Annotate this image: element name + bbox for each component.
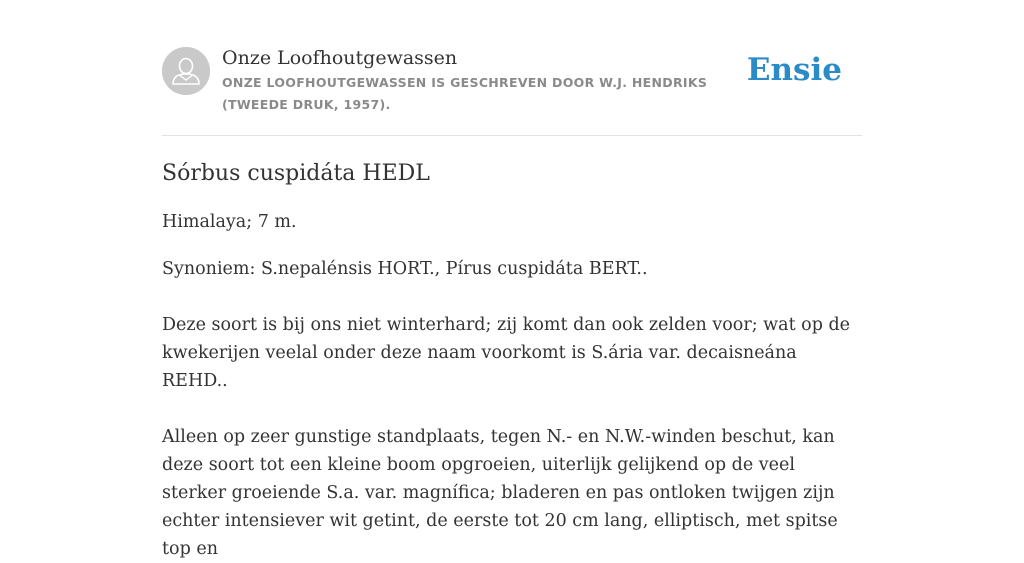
entry-content [162, 156, 862, 563]
book-description: ONZE LOOFHOUTGEWASSEN IS GESCHREVEN DOOR W.J. HENDRIKS (TWEEDE DRUK, 1957). [222, 75, 708, 112]
entry-title: Sórbus cuspidáta HEDL [162, 161, 430, 186]
entry-paragraph-origin: Himalaya; 7 m. [162, 212, 297, 232]
book-title-link[interactable]: Onze Loofhoutgewassen [222, 47, 458, 69]
entry-paragraph-description: Alleen op zeer gunstige standplaats, tegen N.- en N.W.-winden beschut, kan deze soort tot een kleine boom opgroeien, uiterlijk gelijkend op de veel sterker groeiende S.a. var. magnífica; bladeren en pas ontloken twijgen zijn echter intensiever wit getint, de eerste tot 20 cm lang, elliptisch, met spitse top en [162, 427, 838, 559]
user-outline-icon [162, 47, 210, 95]
user-avatar-icon[interactable] [162, 47, 210, 95]
entry-paragraph-synonyms: Synoniem: S.nepalénsis HORT., Pírus cuspidáta BERT.. [162, 259, 648, 279]
ensie-logo[interactable]: Ensie [746, 52, 842, 88]
entry-paragraph-hardiness: Deze soort is bij ons niet winterhard; zij komt dan ook zelden voor; wat op de kwekerijen veelal onder deze naam voorkomt is S.ária var. decaisneána REHD.. [162, 315, 851, 391]
book-header [162, 44, 862, 136]
